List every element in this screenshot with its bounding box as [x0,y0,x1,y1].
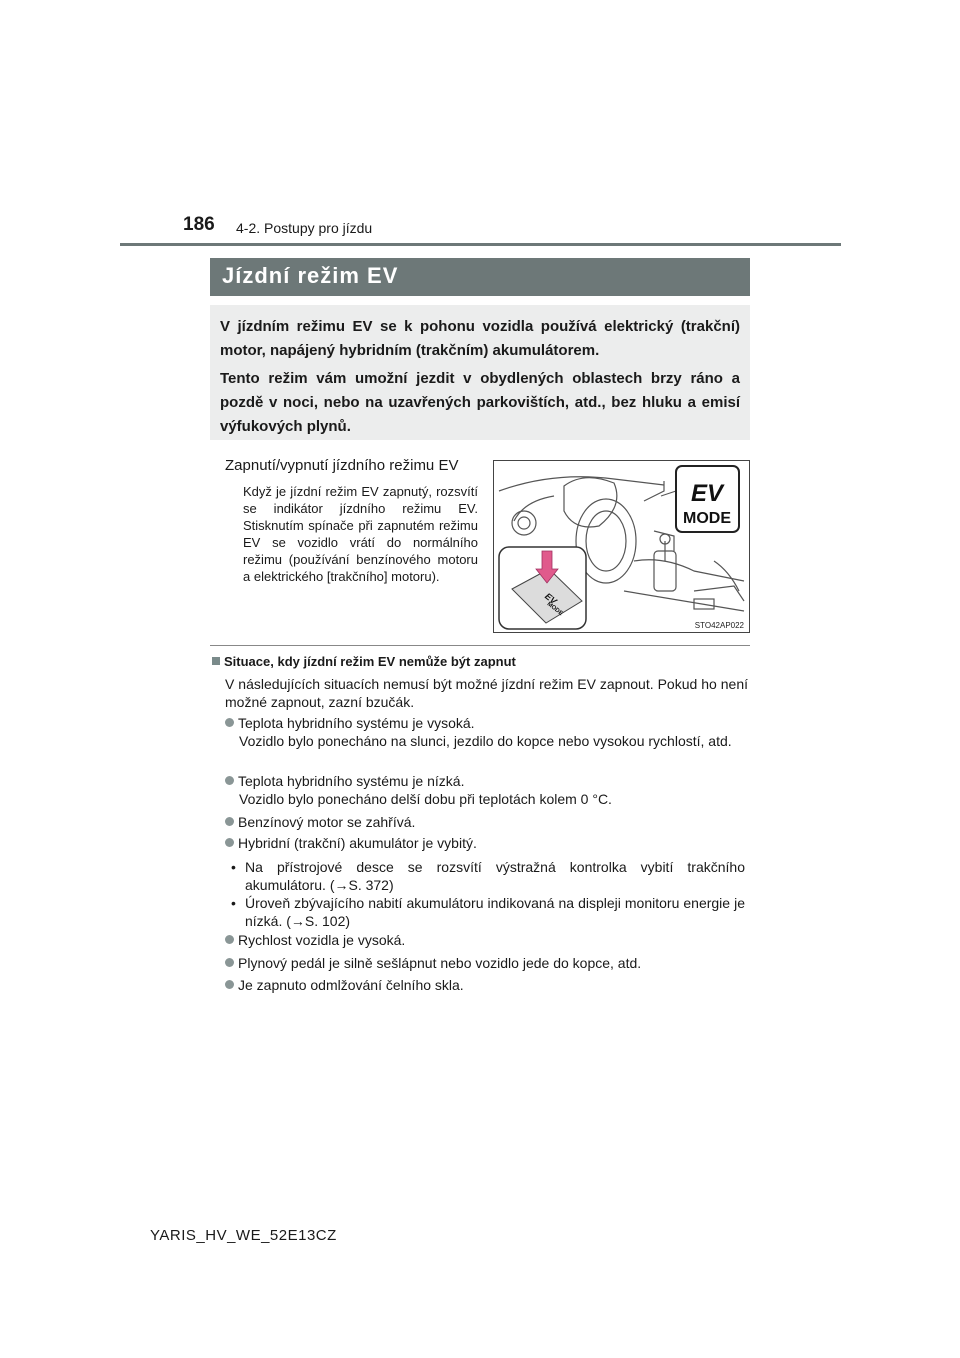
title-bar [210,258,750,296]
situation-item [225,834,748,852]
bullet-icon [225,980,234,989]
situation-item [225,772,748,808]
sub-bullet-mark: • [231,859,236,875]
ev-switch-heading: Zapnutí/vypnutí jízdního režimu EV [225,457,459,474]
page-number: 186 [183,214,215,235]
situation-subitem [225,894,745,930]
bullet-icon [225,817,234,826]
bullet-icon [225,838,234,847]
situation-item-title: Plynový pedál je silně sešlápnut nebo vozidlo jede do kopce, atd. [238,955,642,971]
intro-paragraph-1: V jízdním režimu EV se k pohonu vozidla používá elektrický (trakční) motor, napájený hybridním (trakčním) akumulátorem. [220,318,740,359]
bullet-icon [225,776,234,785]
situation-item-title: Teplota hybridního systému je nízká. [238,773,465,789]
situation-item [225,813,748,831]
situation-item-title: Je zapnuto odmlžování čelního skla. [238,977,464,993]
situation-subitem [225,858,745,894]
situations-heading [212,654,516,669]
situation-item-title: Benzínový motor se zahřívá. [238,814,416,830]
header-rule [120,243,841,246]
situation-item-title: Rychlost vozidla je vysoká. [238,932,406,948]
badge-line-2: MODE [683,510,731,527]
situation-item-title: Teplota hybridního systému je vysoká. [238,715,475,731]
situation-item [225,976,748,994]
dashboard-drawing [494,461,749,632]
square-bullet-icon [212,657,220,665]
bullet-icon [225,958,234,967]
bullet-icon [225,718,234,727]
situation-item-detail: Vozidlo bylo ponecháno na slunci, jezdilo do kopce nebo vysokou rychlostí, atd. [239,733,732,749]
badge-line-1: EV [690,480,724,507]
situations-intro: V následujících situacích nemusí být možné jízdní režim EV zapnout. Pokud ho není možné zapnout, zazní bzučák. [225,676,748,710]
situation-subitem-text: Na přístrojové desce se rozsvítí výstražná kontrolka vybití trakčního akumulátoru. (→S. 372) [245,859,745,893]
switch-label-1: EV [543,590,559,607]
illustration-code: STO42AP022 [694,621,744,630]
bullet-icon [225,935,234,944]
situation-item [225,714,748,750]
situation-subitem-text: Úroveň zbývajícího nabití akumulátoru indikovaná na displeji monitoru energie je nízká. (→S. 102) [245,895,745,929]
ev-mode-illustration [493,460,750,633]
situation-item [225,954,748,972]
situation-item [225,931,748,949]
section-rule [210,645,750,646]
situation-item-detail: Vozidlo bylo ponecháno delší dobu při teplotách kolem 0 °C. [239,791,612,807]
situation-item-title: Hybridní (trakční) akumulátor je vybitý. [238,835,477,851]
document-code: YARIS_HV_WE_52E13CZ [150,1227,337,1244]
situations-heading-text: Situace, kdy jízdní režim EV nemůže být zapnut [224,654,516,669]
ev-switch-description: Když je jízdní režim EV zapnutý, rozsvítí se indikátor jízdního režimu EV. Stisknutím spínače při zapnutém režimu EV se vozidlo vrátí do normálního režimu (používání benzínového motoru a elektrického [trakčního] motoru). [243,484,478,584]
page-title: Jízdní režim EV [222,263,399,288]
switch-label-2: MODE [545,601,564,618]
sub-bullet-mark: • [231,895,236,911]
intro-paragraph-2: Tento režim vám umožní jezdit v obydlených oblastech brzy ráno a pozdě v noci, nebo na uzavřených parkovištích, atd., bez hluku a emisí výfukových plynů. [220,370,740,435]
section-label: 4-2. Postupy pro jízdu [236,220,373,236]
intro-box [210,305,750,440]
